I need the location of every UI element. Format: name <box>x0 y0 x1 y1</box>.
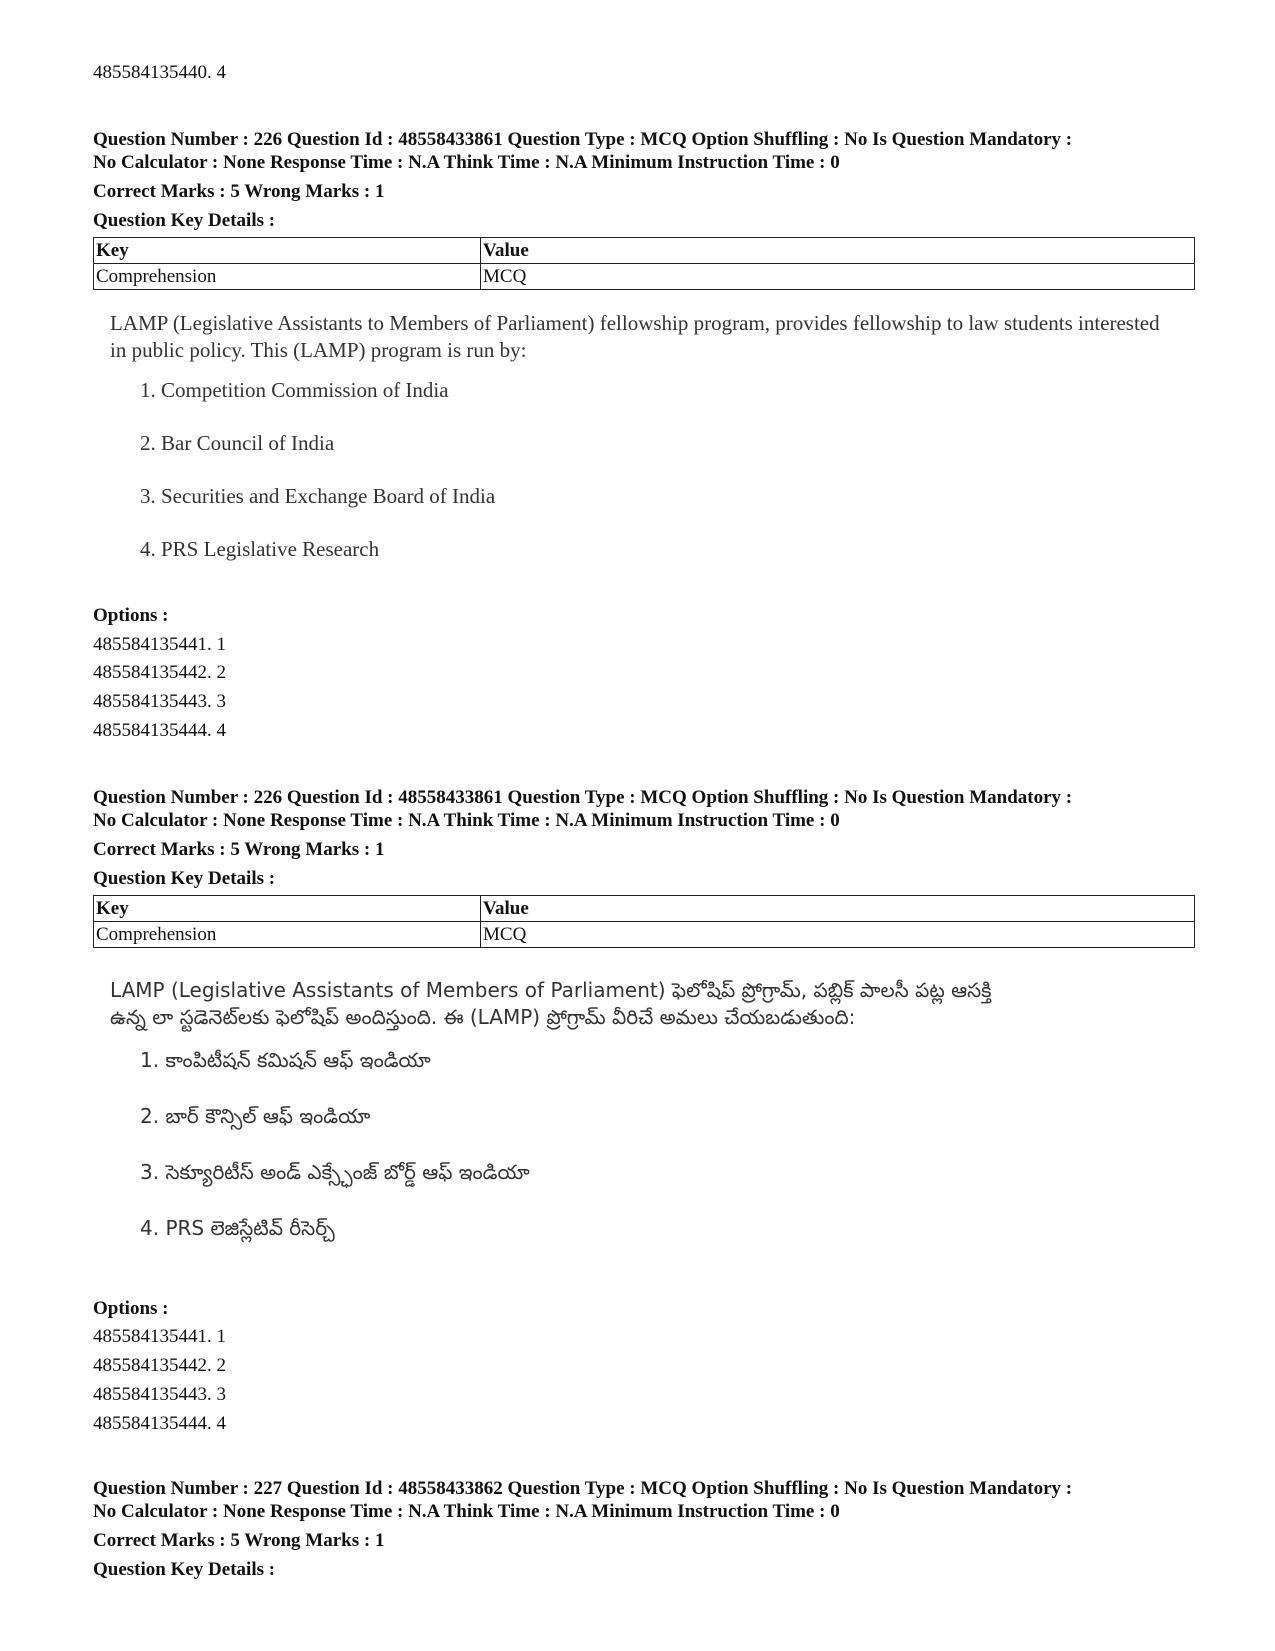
key-details-table <box>93 895 1195 948</box>
choice-item: 1. Competition Commission of India <box>140 378 449 402</box>
question-header-line2: No Calculator : None Response Time : N.A Think Time : N.A Minimum Instruction Time : 0 <box>93 152 840 173</box>
choice-item: 2. Bar Council of India <box>140 431 335 455</box>
table-cell: Key <box>94 896 481 922</box>
marks-line: Correct Marks : 5 Wrong Marks : 1 <box>93 181 385 202</box>
choice-item: 3. Securities and Exchange Board of India <box>140 484 496 508</box>
question-stem-line: LAMP (Legislative Assistants of Members of Parliament) ఫెలోషిప్ ప్రోగ్రామ్, పబ్లిక్ పాలసీ పట్ల ఆసక్తి <box>110 978 992 1002</box>
question-content <box>110 977 1170 1240</box>
choice-item: 4. PRS Legislative Research <box>140 537 380 561</box>
question-header-line2: No Calculator : None Response Time : N.A Think Time : N.A Minimum Instruction Time : 0 <box>93 1501 840 1522</box>
table-cell: MCQ <box>481 922 1195 948</box>
question-content <box>110 310 1170 561</box>
table-cell: Comprehension <box>94 922 481 948</box>
key-details-label: Question Key Details : <box>93 210 276 231</box>
option-line: 485584135444. 4 <box>93 720 226 741</box>
question-stem-line: ఉన్న లా స్టడెనెట్‌లకు ఫెలోషిప్ అందిస్తుంది. ఈ (LAMP) ప్రోగ్రామ్ వీరిచే అమలు చేయబడుతుంది: <box>110 1005 856 1029</box>
table-cell: Value <box>481 238 1195 264</box>
question-header-line1: Question Number : 226 Question Id : 48558433861 Question Type : MCQ Option Shuffling : No Is Question Mandatory : <box>93 787 1073 808</box>
question-stem: LAMP (Legislative Assistants to Members of Parliament) fellowship program, provides fellowship to law students interested in public policy. This (LAMP) program is run by: <box>110 311 1160 362</box>
question-header-line2: No Calculator : None Response Time : N.A Think Time : N.A Minimum Instruction Time : 0 <box>93 810 840 831</box>
choice-item: 2. బార్ కౌన్సిల్ ఆఫ్ ఇండియా <box>140 1104 371 1128</box>
table-cell: Key <box>94 238 481 264</box>
choice-item: 3. సెక్యూరిటీస్ అండ్ ఎక్స్ఛేంజ్ బోర్డ్ ఆఫ్ ఇండియా <box>140 1160 530 1184</box>
options-label: Options : <box>93 1298 169 1319</box>
key-details-table <box>93 237 1195 290</box>
option-line: 485584135441. 1 <box>93 1326 226 1347</box>
table-cell: MCQ <box>481 264 1195 290</box>
marks-line: Correct Marks : 5 Wrong Marks : 1 <box>93 1530 385 1551</box>
table-row <box>94 922 1195 948</box>
table-header-row <box>94 896 1195 922</box>
option-line: 485584135444. 4 <box>93 1413 226 1434</box>
table-cell: Value <box>481 896 1195 922</box>
key-details-label: Question Key Details : <box>93 1559 276 1580</box>
option-line: 485584135443. 3 <box>93 1384 226 1405</box>
option-line: 485584135443. 3 <box>93 691 226 712</box>
question-header-line1: Question Number : 226 Question Id : 48558433861 Question Type : MCQ Option Shuffling : No Is Question Mandatory : <box>93 129 1073 150</box>
table-header-row <box>94 238 1195 264</box>
option-line: 485584135442. 2 <box>93 662 226 683</box>
option-line: 485584135442. 2 <box>93 1355 226 1376</box>
key-details-label: Question Key Details : <box>93 868 276 889</box>
option-line: 485584135440. 4 <box>93 62 226 83</box>
choice-item: 4. PRS లెజిస్లేటివ్ రీసెర్చ్ <box>140 1216 335 1240</box>
table-row <box>94 264 1195 290</box>
option-line: 485584135441. 1 <box>93 634 226 655</box>
table-cell: Comprehension <box>94 264 481 290</box>
options-label: Options : <box>93 605 169 626</box>
choice-item: 1. కాంపిటీషన్ కమిషన్ ఆఫ్ ఇండియా <box>140 1048 431 1072</box>
marks-line: Correct Marks : 5 Wrong Marks : 1 <box>93 839 385 860</box>
question-header-line1: Question Number : 227 Question Id : 48558433862 Question Type : MCQ Option Shuffling : No Is Question Mandatory : <box>93 1478 1073 1499</box>
